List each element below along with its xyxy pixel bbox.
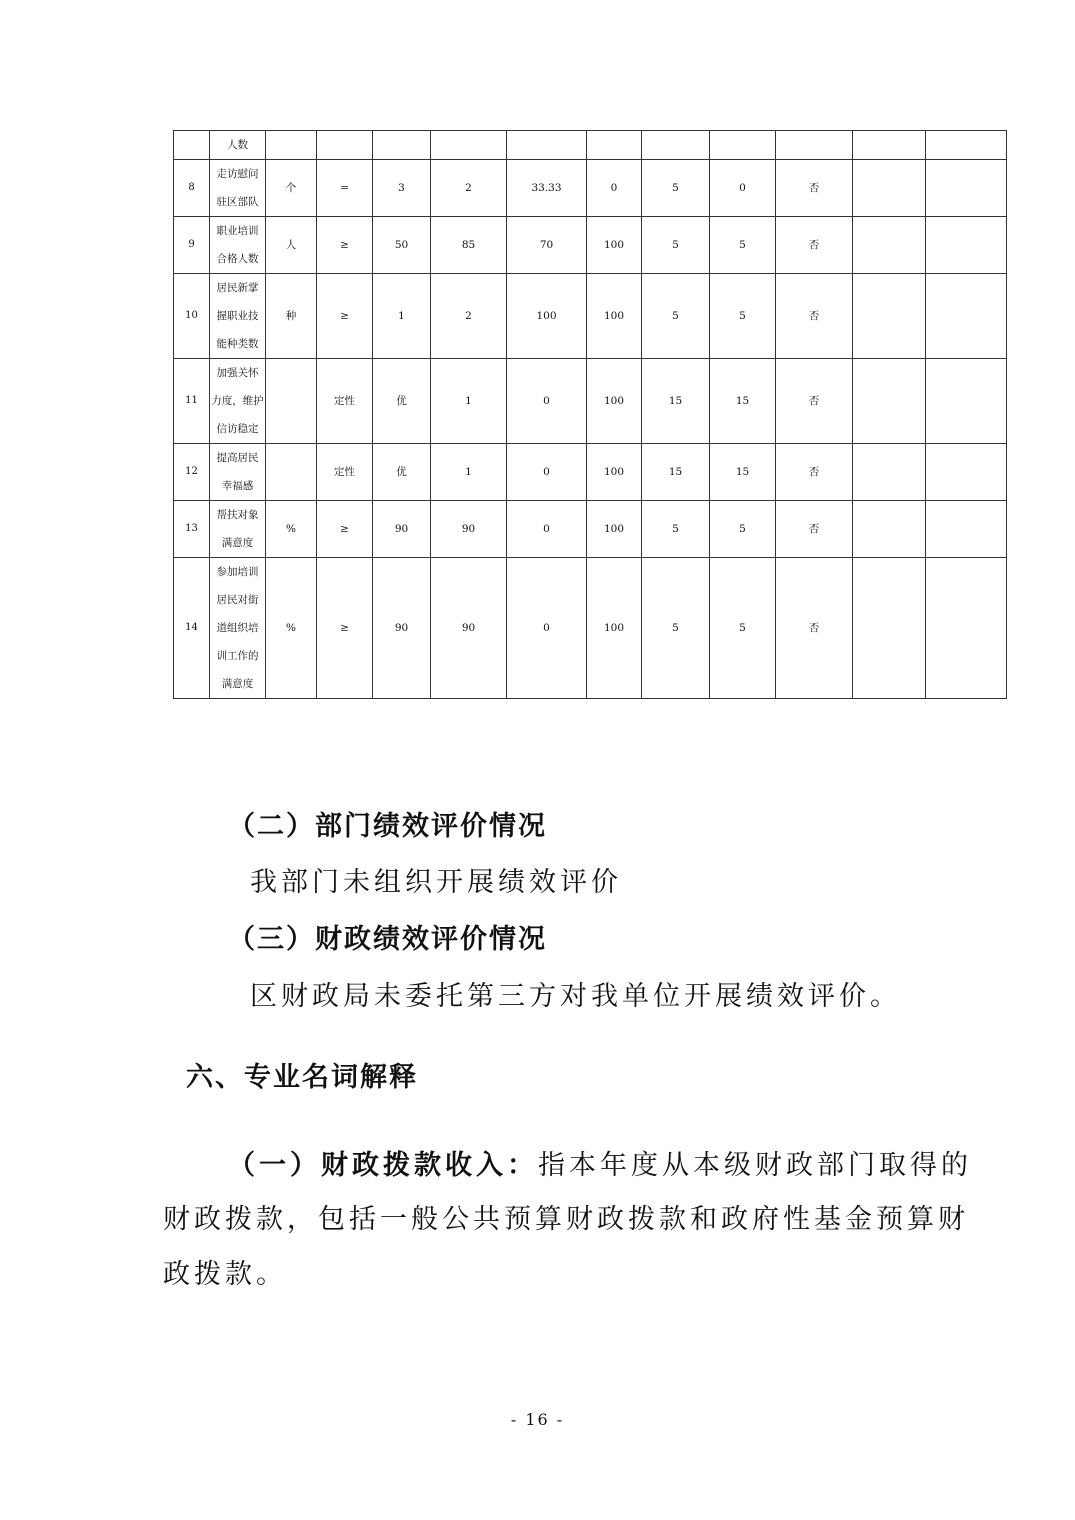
- cell-actual: 90: [431, 558, 507, 699]
- page-number: - 16 -: [510, 1410, 565, 1429]
- cell-unit: [266, 131, 317, 160]
- table-row: [174, 217, 1007, 274]
- cell-c12: [853, 274, 926, 359]
- cell-actual: 2: [431, 274, 507, 359]
- chapter-6-heading: 六、专业名词解释: [186, 1062, 418, 1093]
- indicator-name-cell: [210, 274, 266, 359]
- cell-c13: [926, 274, 1007, 359]
- cell-idx: [174, 131, 210, 160]
- cell-deviation: 100: [507, 274, 587, 359]
- indicator-name-line: 满意度: [221, 537, 254, 549]
- cell-unit: 个: [266, 160, 317, 217]
- cell-target: 1: [373, 274, 431, 359]
- cell-score: 15: [710, 444, 776, 501]
- indicator-name-line: 幸福感: [221, 480, 254, 492]
- section-3-heading: （三）财政绩效评价情况: [228, 924, 547, 955]
- cell-score-rate: 100: [587, 558, 642, 699]
- cell-is-key: 否: [776, 501, 853, 558]
- cell-deviation: 0: [507, 558, 587, 699]
- cell-unit: 人: [266, 217, 317, 274]
- cell-weight: 15: [642, 444, 710, 501]
- cell-target: 优: [373, 444, 431, 501]
- cell-score-rate: 100: [587, 217, 642, 274]
- table-row: [174, 160, 1007, 217]
- cell-target: [373, 131, 431, 160]
- cell-unit: %: [266, 558, 317, 699]
- table-body: [174, 131, 1007, 699]
- indicator-name-line: 能种类数: [216, 338, 259, 350]
- cell-unit: [266, 359, 317, 444]
- table-row: [174, 558, 1007, 699]
- cell-actual: 85: [431, 217, 507, 274]
- indicator-name-line: 加强关怀: [216, 367, 259, 379]
- indicator-name-line: 道组织培: [216, 622, 259, 634]
- cell-is-key: 否: [776, 359, 853, 444]
- cell-op: 定性: [317, 444, 373, 501]
- cell-idx: 8: [174, 160, 210, 217]
- cell-op: [317, 131, 373, 160]
- cell-score-rate: 100: [587, 359, 642, 444]
- cell-score: [710, 131, 776, 160]
- cell-c13: [926, 160, 1007, 217]
- cell-c12: [853, 131, 926, 160]
- indicator-name-line: 提高居民: [216, 452, 259, 464]
- cell-deviation: 70: [507, 217, 587, 274]
- indicator-name-cell: [210, 444, 266, 501]
- cell-op: ≥: [317, 217, 373, 274]
- indicator-name-cell: [210, 359, 266, 444]
- indicator-name-line: 职业培训: [216, 225, 259, 237]
- table-row: [174, 444, 1007, 501]
- cell-target: 90: [373, 558, 431, 699]
- cell-deviation: 0: [507, 359, 587, 444]
- cell-unit: 种: [266, 274, 317, 359]
- cell-target: 50: [373, 217, 431, 274]
- cell-is-key: 否: [776, 160, 853, 217]
- cell-score: 5: [710, 501, 776, 558]
- cell-is-key: 否: [776, 274, 853, 359]
- indicator-name-cell: [210, 217, 266, 274]
- indicator-name-cell: [210, 558, 266, 699]
- term-1-line-2: 财政拨款，包括一般公共预算财政拨款和政府性基金预算财: [163, 1204, 969, 1235]
- cell-score-rate: [587, 131, 642, 160]
- cell-weight: 5: [642, 274, 710, 359]
- cell-score-rate: 0: [587, 160, 642, 217]
- indicator-name-line: 参加培训: [216, 566, 259, 578]
- cell-c12: [853, 160, 926, 217]
- cell-unit: %: [266, 501, 317, 558]
- section-2-heading: （二）部门绩效评价情况: [228, 811, 547, 842]
- cell-weight: 5: [642, 217, 710, 274]
- cell-target: 优: [373, 359, 431, 444]
- term-1-text-1: 指本年度从本级财政部门取得的: [538, 1150, 972, 1181]
- cell-op: ≥: [317, 274, 373, 359]
- cell-is-key: 否: [776, 444, 853, 501]
- indicator-name-line: 训工作的: [216, 650, 259, 662]
- cell-c13: [926, 131, 1007, 160]
- cell-idx: 10: [174, 274, 210, 359]
- cell-weight: 5: [642, 558, 710, 699]
- term-1-line-1: [228, 1143, 972, 1182]
- cell-c13: [926, 444, 1007, 501]
- cell-c13: [926, 558, 1007, 699]
- cell-score: 5: [710, 217, 776, 274]
- indicator-name-cell: [210, 501, 266, 558]
- cell-score: 0: [710, 160, 776, 217]
- section-3-text: 区财政局未委托第三方对我单位开展绩效评价。: [250, 981, 901, 1012]
- cell-target: 90: [373, 501, 431, 558]
- cell-actual: 90: [431, 501, 507, 558]
- table-row: [174, 274, 1007, 359]
- cell-c13: [926, 217, 1007, 274]
- cell-weight: 5: [642, 160, 710, 217]
- indicator-name-cell: [210, 131, 266, 160]
- cell-unit: [266, 444, 317, 501]
- cell-idx: 14: [174, 558, 210, 699]
- cell-op: =: [317, 160, 373, 217]
- table-row: [174, 359, 1007, 444]
- cell-c12: [853, 501, 926, 558]
- cell-target: 3: [373, 160, 431, 217]
- cell-idx: 9: [174, 217, 210, 274]
- indicator-name-line: 人数: [227, 139, 248, 151]
- indicator-name-cell: [210, 160, 266, 217]
- table-row: [174, 501, 1007, 558]
- performance-indicator-table: [173, 130, 1007, 699]
- cell-weight: [642, 131, 710, 160]
- cell-score-rate: 100: [587, 274, 642, 359]
- indicator-name-line: 满意度: [221, 678, 254, 690]
- cell-idx: 12: [174, 444, 210, 501]
- cell-is-key: [776, 131, 853, 160]
- table-row: [174, 131, 1007, 160]
- cell-score: 15: [710, 359, 776, 444]
- cell-c12: [853, 217, 926, 274]
- cell-c13: [926, 501, 1007, 558]
- indicator-name-line: 走访慰问: [216, 168, 259, 180]
- cell-score: 5: [710, 558, 776, 699]
- cell-actual: 1: [431, 359, 507, 444]
- cell-c12: [853, 558, 926, 699]
- cell-deviation: [507, 131, 587, 160]
- cell-op: 定性: [317, 359, 373, 444]
- cell-idx: 13: [174, 501, 210, 558]
- cell-deviation: 0: [507, 501, 587, 558]
- indicator-name-line: 合格人数: [216, 253, 259, 265]
- cell-c12: [853, 444, 926, 501]
- indicator-name-line: 帮扶对象: [216, 509, 259, 521]
- indicator-name-line: 驻区部队: [216, 196, 259, 208]
- cell-score: 5: [710, 274, 776, 359]
- cell-deviation: 33.33: [507, 160, 587, 217]
- cell-actual: 1: [431, 444, 507, 501]
- indicator-name-line: 居民对街: [216, 594, 259, 606]
- cell-deviation: 0: [507, 444, 587, 501]
- cell-actual: 2: [431, 160, 507, 217]
- indicator-name-line: 信访稳定: [216, 423, 259, 435]
- cell-op: ≥: [317, 501, 373, 558]
- indicator-name-line: 握职业技: [216, 310, 259, 322]
- indicator-name-line: 力度，维护: [211, 395, 264, 407]
- cell-c13: [926, 359, 1007, 444]
- cell-score-rate: 100: [587, 444, 642, 501]
- cell-idx: 11: [174, 359, 210, 444]
- section-2-text: 我部门未组织开展绩效评价: [250, 867, 622, 898]
- cell-is-key: 否: [776, 217, 853, 274]
- cell-is-key: 否: [776, 558, 853, 699]
- term-1-label: （一）财政拨款收入：: [228, 1150, 538, 1181]
- indicator-name-line: 居民新掌: [216, 282, 259, 294]
- cell-weight: 15: [642, 359, 710, 444]
- cell-score-rate: 100: [587, 501, 642, 558]
- cell-actual: [431, 131, 507, 160]
- cell-weight: 5: [642, 501, 710, 558]
- cell-c12: [853, 359, 926, 444]
- term-1-line-3: 政拨款。: [163, 1259, 287, 1290]
- cell-op: ≥: [317, 558, 373, 699]
